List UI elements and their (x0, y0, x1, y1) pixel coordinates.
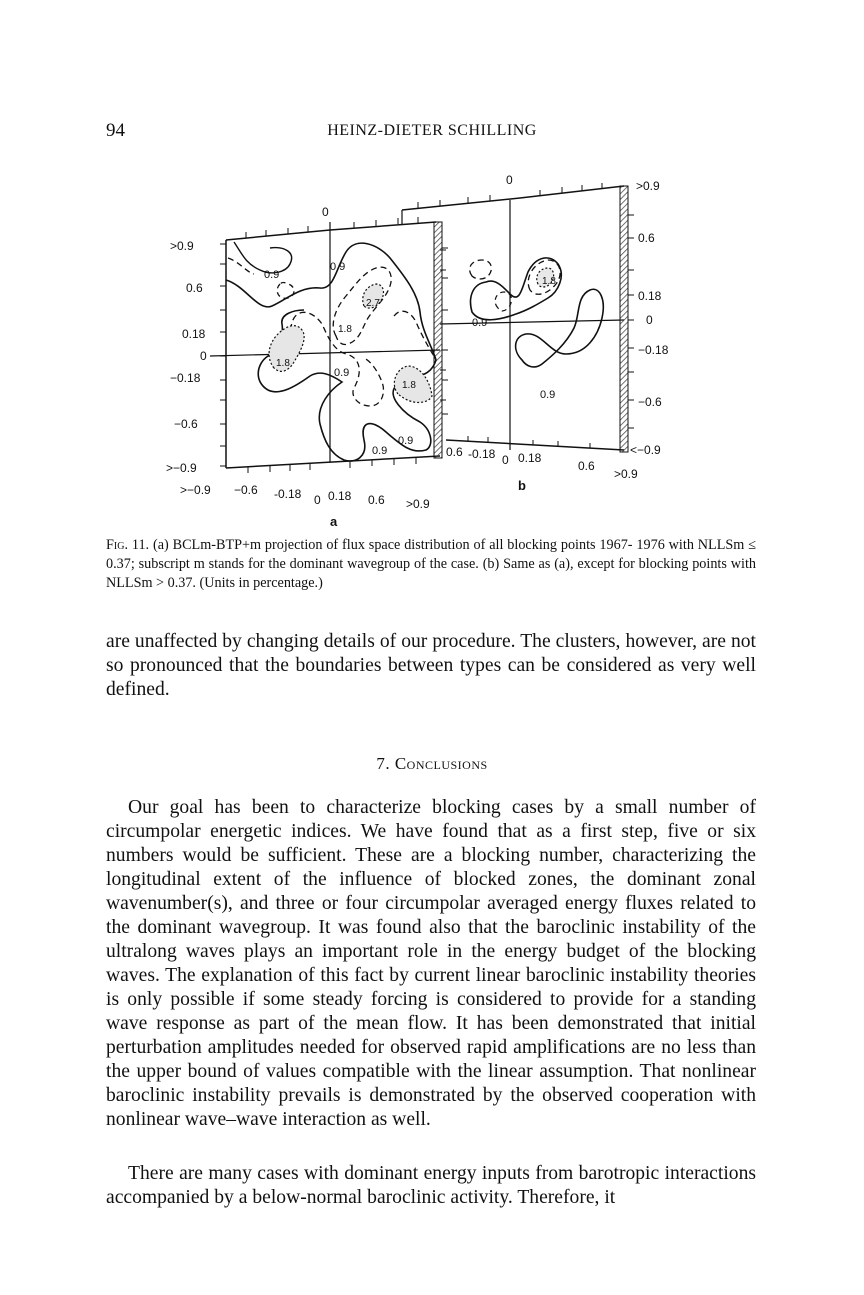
panel-a-top-zero: 0 (322, 205, 329, 219)
panel-b-top-zero: 0 (506, 173, 513, 187)
panel-a-contour-label: 2.7 (366, 298, 380, 309)
panel-a-contour-label: 1.8 (402, 380, 416, 391)
panel-b-bottom-tick: 0 (502, 453, 509, 467)
panel-b-right-tick: 0.18 (638, 289, 662, 303)
panel-a-contour-label: 0.9 (334, 367, 350, 379)
panel-a-contour-label: 1.8 (276, 358, 290, 369)
panel-b-right-tick: 0.6 (638, 231, 655, 245)
page-number: 94 (106, 120, 125, 141)
panel-b-horizontal-zero-axis (440, 320, 624, 324)
section-heading (0, 754, 864, 774)
panel-a-contour-label: 0.9 (264, 269, 280, 281)
running-head: HEINZ-DIETER SCHILLING (327, 122, 537, 139)
panel-a-left-tick: 0.6 (186, 281, 203, 295)
panel-b-contour-label: 0.9 (472, 317, 488, 329)
panel-b-bottom-tick: >0.9 (614, 467, 638, 481)
panel-a-bottom-tick: 0.6 (368, 493, 385, 507)
panel-b-bottom-tick: 0.6 (446, 445, 463, 459)
panel-b-label: b (518, 478, 526, 493)
panel-a-bottom-tick: 0 (314, 493, 321, 507)
body-paragraph-3: There are many cases with dominant energy inputs from barotropic interactions accompanied by a below-normal baroclinic activity. Therefore, it (106, 1163, 756, 1208)
panel-a-contour-label: 1.8 (338, 324, 352, 335)
panel-b-bottom-tick: 0.6 (578, 459, 595, 473)
panel-b-contour-small-dashed (495, 292, 511, 311)
panel-b-contour-label: 1.8 (542, 276, 556, 287)
panel-b-bottom-tick: 0.18 (518, 451, 542, 465)
caption-lead: Fig. 11. (106, 537, 150, 553)
panel-a-left-tick: −0.6 (174, 417, 198, 431)
panel-a-bottom-tick: -0.18 (274, 487, 302, 501)
panel-a-bottom-tick: −0.6 (234, 483, 258, 497)
body-paragraph-2: Our goal has been to characterize blocking cases by a small number of circumpolar energetic indices. We have found that as a first step, five or six numbers would be sufficient. These are a blocking number, characterizing the longitudinal extent of the influence of blocked zones, the dominant zonal wavenumber(s), and three or four circumpolar averaged energy fluxes related to the dominant wavegroup. It was found also that the baroclinic instability of the ultralong waves plays an important role in the energy budget of the blocking waves. The explanation of this fact by current linear baroclinic instability theories is only possible if some steady forcing is considered to provide for a standing wave response as part of the mean flow. It has been demonstrated that initial perturbation amplitudes needed for observed rapid amplifications are no less than the upper bound of values compatible with the linear assumption. That nonlinear baroclinic instability prevails is demonstrated by the observed cooperation with nonlinear wave–wave interaction as well. (106, 797, 756, 1130)
panel-a-bottom-tick: 0.18 (328, 489, 352, 503)
panel-b-right-tick: −0.6 (638, 395, 662, 409)
panel-a-left-tick: >−0.9 (166, 461, 197, 475)
panel-b-right-tick: 0 (646, 313, 653, 327)
panel-b-contour-right (516, 289, 604, 367)
panel-b-contour-left (471, 258, 562, 320)
panel-a-contour-label: 0.9 (330, 261, 346, 273)
panel-b-right-edge (620, 186, 628, 452)
figure-caption (106, 536, 756, 593)
panel-b-bottom-tick: -0.18 (468, 447, 496, 461)
panel-a-right-edge (434, 222, 442, 458)
panel-a-left-tick: 0.18 (182, 327, 206, 341)
panel-a-left-tick: 0 (200, 349, 207, 363)
panel-a-contour-label: 0.9 (398, 435, 414, 447)
caption-text: (a) BCLm-BTP+m projection of flux space distribution of all blocking points 1967- 1976 with NLLSm ≤ 0.37; subscript m stands for the dominant wavegroup of the case. (b) Same as (a), except for blocking points with NLLSm > 0.37. (Units in percentage.) (106, 537, 756, 591)
section-title: Conclusions (394, 754, 488, 773)
panel-b-contour-label: 0.9 (540, 389, 556, 401)
panel-b-right-tick: <−0.9 (630, 443, 661, 457)
panel-a-bottom-tick: >−0.9 (180, 483, 211, 497)
panel-a-contour-label: 0.9 (372, 445, 388, 457)
panel-a-left-tick: >0.9 (170, 239, 194, 253)
panel-a-bottom-tick: >0.9 (406, 497, 430, 511)
body-paragraph-1: are unaffected by changing details of our procedure. The clusters, however, are not so pronounced that the boundaries between types can be considered as very well defined. (106, 631, 756, 700)
panel-a-left-tick: −0.18 (170, 371, 201, 385)
panel-b-contour-upper-dashed (470, 260, 492, 279)
panel-b-right-tick: >0.9 (636, 179, 660, 193)
panel-b-right-tick: −0.18 (638, 343, 669, 357)
panel-a-label: a (330, 514, 338, 529)
panel-b-top-axis (402, 186, 624, 210)
figure-flux-space-projection (150, 160, 690, 530)
section-number: 7. (376, 754, 391, 773)
